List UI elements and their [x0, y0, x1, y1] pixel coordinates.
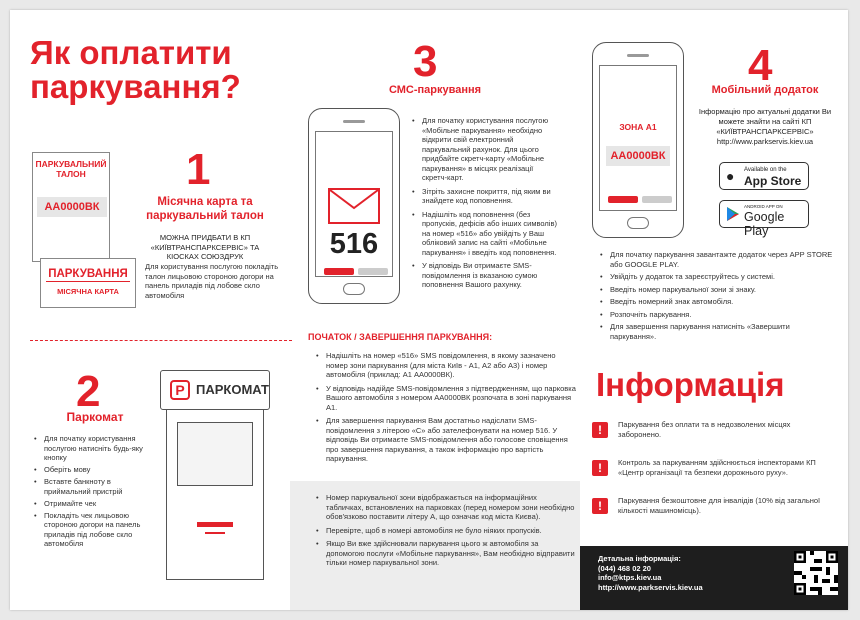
phone-gray-bar — [642, 196, 672, 203]
card-title: ПАРКУВАННЯ — [48, 268, 128, 280]
phone-speaker — [343, 120, 365, 123]
notes-list — [314, 493, 576, 572]
info-item-text: Паркування безкоштовне для інвалідів (10% від загальної кількості машиномісць). — [618, 496, 821, 515]
list-item: • Для початку паркування завантажте додаток через APP STORE або GOOGLE PLAY. — [598, 250, 838, 269]
parking-meter-slot — [197, 522, 233, 527]
section-4-number: 4 — [748, 41, 773, 90]
section-1-number: 1 — [186, 145, 211, 194]
section-4-info: Інформацію про актуальні додатки Ви можете знайти на сайті КП «КИЇВТРАНСПАРКСЕРВІС» http://www.parkservis.kiev.ua — [698, 107, 832, 146]
parking-ticket-illustration — [32, 152, 110, 262]
phone-speaker — [627, 54, 649, 57]
section-2-steps — [32, 434, 158, 551]
app-store-badge[interactable] — [719, 162, 809, 190]
zone-label: ЗОНА А1 — [619, 122, 657, 132]
info-item-text: Паркування без оплати та в недозволених місцях заборонено. — [618, 420, 791, 439]
parking-meter-screen — [177, 422, 253, 486]
section-4-steps — [598, 250, 838, 344]
phone-screen — [599, 65, 677, 211]
section-3-title: СМС-паркування — [388, 84, 482, 96]
qr-code-icon — [794, 551, 838, 595]
card-subtitle: МІСЯЧНА КАРТА — [57, 287, 119, 296]
section-1-title: Місячна карта та паркувальний талон — [146, 196, 264, 222]
warning-icon: ! — [592, 460, 608, 476]
page-title: Як оплатити паркування? — [30, 34, 241, 105]
list-item: • Вставте банкноту в приймальний пристрій — [32, 477, 158, 496]
phone-home-button — [343, 283, 365, 295]
ticket-plate: АА0000ВК — [37, 197, 107, 217]
start-end-title: ПОЧАТОК / ЗАВЕРШЕННЯ ПАРКУВАННЯ: — [308, 332, 493, 342]
section-1-description: Для користування послугою покладіть талон лицьовою стороною догори на панель приладів під лобове скло автомобіля — [145, 262, 279, 300]
list-item: • Для завершення паркування Вам достатньо надіслати SMS-повідомлення з літерою «С» або зателефонувати на номер 516. У відповідь Ви отримаєте SMS-повідомлення або голосове сповіщення про завершення паркування, а також інформацію про вартість паркування. — [314, 416, 576, 464]
card-divider — [46, 281, 130, 282]
phone-sms-illustration — [308, 108, 400, 304]
app-store-big-text: App Store — [744, 174, 802, 188]
list-item: • Оберіть мову — [32, 465, 158, 475]
parking-meter-label: ПАРКОМАТ — [196, 382, 269, 397]
phone-red-bar — [324, 268, 354, 275]
list-item: • Увійдіть у додаток та зареєструйтесь у системі. — [598, 272, 838, 282]
section-1-buy-text: МОЖНА ПРИДБАТИ В КП «КИЇВТРАНСПАРКСЕРВІС» ТА КІОСКАХ СОЮЗДРУК — [150, 233, 260, 261]
parking-meter-slot-line — [205, 532, 225, 534]
list-item: • Отримайте чек — [32, 499, 158, 509]
contacts-phone[interactable]: (044) 468 02 20 — [598, 563, 651, 573]
section-3-number: 3 — [413, 37, 438, 86]
monthly-card-illustration — [40, 258, 136, 308]
parking-meter-head — [160, 370, 270, 410]
start-end-steps — [314, 351, 576, 468]
app-plate: АА0000ВК — [606, 146, 670, 166]
ticket-label: ПАРКУВАЛЬНИЙ ТАЛОН — [35, 159, 107, 179]
list-item: • Введіть номерний знак автомобіля. — [598, 297, 838, 307]
google-play-big-text: Google Play — [744, 210, 785, 238]
list-item: • У відповідь Ви отримаєте SMS-повідомлення із вказаною сумою поповнення Вашого рахунку. — [410, 261, 558, 290]
list-item: • Зітріть захисне покриття, під яким ви знайдете код поповнення. — [410, 187, 558, 206]
phone-red-bar — [608, 196, 638, 203]
list-item: • Для початку користування послугою «Мобільне паркування» необхідно відкрити свій електронний паркувальний рахунок. Для цього придбайте скретч-карту «Мобільне паркування» в місцях реалізації скретч-карт. — [410, 116, 558, 183]
phone-home-button — [627, 217, 649, 229]
list-item: • Надішліть код поповнення (без пропусків, дефісів або інших символів) на номер «516» або увійдіть у Ваш обліковий запис на сайті «Мобільне паркування» і введіть код поповнення. — [410, 210, 558, 258]
list-item: • Для початку користування послугою натисніть будь-яку кнопку — [32, 434, 158, 463]
list-item: • Введіть номер паркувальної зони зі знаку. — [598, 285, 838, 295]
google-play-small-text: ANDROID APP ON — [744, 204, 783, 209]
list-item: • Номер паркувальної зони відображається на інформаційних табличках, встановлених на парковках (перед номером зони необхідно обов'язково поставити літеру А, що означає код міста Києва). — [314, 493, 576, 522]
info-item-text: Контроль за паркуванням здійснюється інспекторами КП «Центр організації та безпеки дорожнього руху». — [618, 458, 816, 477]
warning-icon: ! — [592, 422, 608, 438]
list-item: • Надішліть на номер «516» SMS повідомлення, в якому зазначено номер зони паркування (для міста Київ - А1, А2 або А3) і номер автомобіля (приклад: А1 АА0000ВК). — [314, 351, 576, 380]
phone-screen — [315, 131, 393, 277]
section-divider — [30, 340, 292, 341]
contacts-block — [598, 554, 778, 592]
list-item: • Розпочніть паркування. — [598, 310, 838, 320]
contacts-url[interactable]: http://www.parkservis.kiev.ua — [598, 582, 703, 592]
apple-icon: ● — [726, 168, 735, 184]
google-play-icon — [726, 207, 740, 221]
contacts-email[interactable]: info@ktps.kiev.ua — [598, 573, 662, 582]
section-2-title: Паркомат — [66, 410, 124, 424]
google-play-badge[interactable] — [719, 200, 809, 238]
section-4-title: Мобільний додаток — [711, 84, 819, 96]
parking-icon: P — [170, 380, 190, 400]
warning-icon: ! — [592, 498, 608, 514]
parking-meter-illustration — [160, 370, 270, 580]
info-title: Інформація — [596, 366, 785, 403]
phone-app-illustration — [592, 42, 684, 238]
app-store-small-text: Available on the — [744, 167, 787, 173]
list-item: • У відповідь надійде SMS-повідомлення з підтвердженням, що парковка Вашого автомобіля з номером АА0000ВК розпочата в зоні паркування А1. — [314, 384, 576, 413]
section-2-number: 2 — [76, 367, 101, 416]
phone-gray-bar — [358, 268, 388, 275]
list-item: • Якщо Ви вже здійснювали паркування цього ж автомобіля за допомогою послуги «Мобільне паркування», Вам необхідно відправити тільки номер паркувальної зони. — [314, 539, 576, 568]
list-item: • Для завершення паркування натисніть «Завершити паркування». — [598, 322, 838, 341]
list-item: • Перевірте, щоб в номері автомобіля не було ніяких пропусків. — [314, 526, 576, 536]
list-item: • Покладіть чек лицьовою стороною догори на панель приладів під лобове скло автомобіля — [32, 511, 158, 549]
brochure-sheet — [10, 10, 848, 610]
envelope-icon — [328, 188, 380, 224]
sms-number: 516 — [329, 228, 379, 260]
section-3-steps — [410, 116, 558, 294]
contacts-label: Детальна інформація: — [598, 554, 681, 563]
parking-meter-body — [166, 410, 264, 580]
